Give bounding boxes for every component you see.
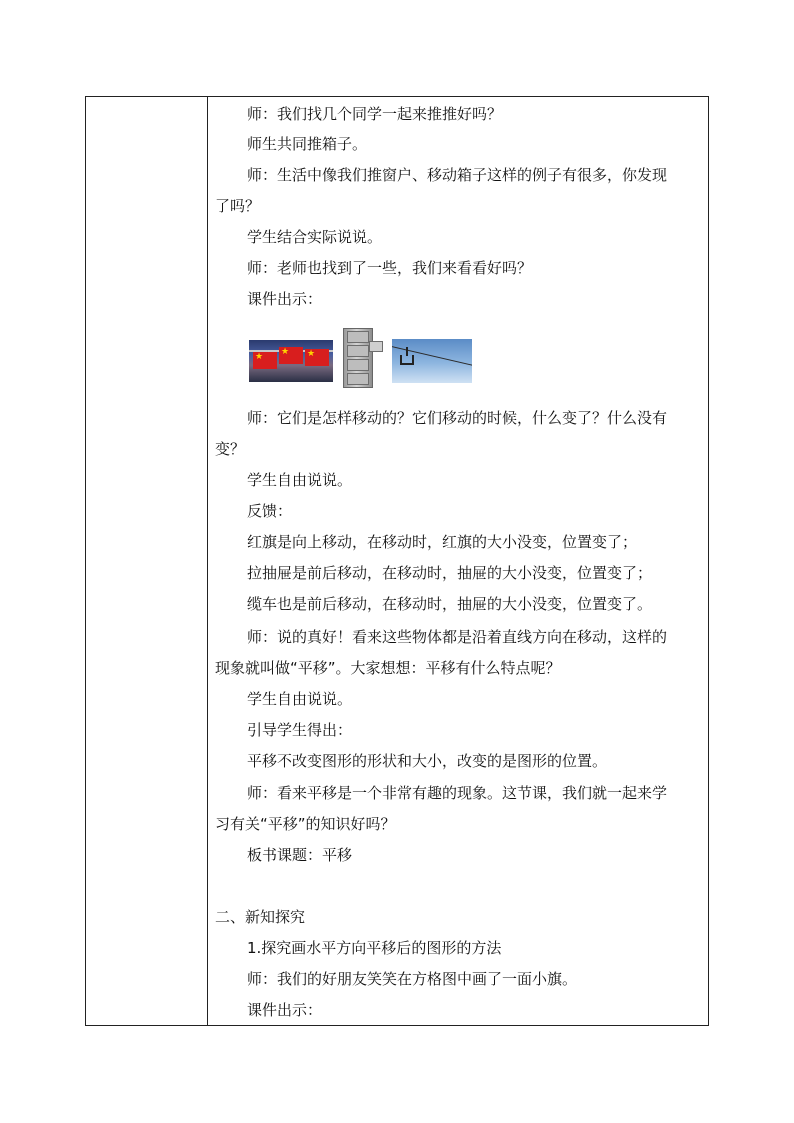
text-line: 师生共同推箱子。: [247, 135, 368, 153]
chairlift-icon: [400, 355, 414, 365]
text-line: 学生自由说说。: [247, 471, 353, 489]
text-line: 学生自由说说。: [247, 690, 353, 708]
text-line: 拉抽屉是前后移动，在移动时，抽屉的大小没变，位置变了；: [247, 564, 653, 582]
lesson-table: [85, 96, 709, 1026]
section-heading: 二、新知探究: [215, 908, 306, 926]
text-line: 课件出示：: [247, 1001, 323, 1019]
text-line: 引导学生得出：: [247, 721, 353, 739]
cable-car-photo: [392, 339, 472, 383]
text-line: 师：它们是怎样移动的？它们移动的时候，什么变了？什么没有: [247, 409, 668, 427]
content-cell: [209, 97, 708, 1025]
text-line: 变？: [215, 440, 246, 458]
text-line: 了吗？: [215, 197, 261, 215]
text-line: 现象就叫做“平移”。大家想想：平移有什么特点呢？: [215, 659, 561, 677]
subsection-heading: 1.探究画水平方向平移后的图形的方法: [247, 939, 502, 957]
file-cabinet-photo: [339, 326, 385, 390]
text-line: 师：说的真好！看来这些物体都是沿着直线方向在移动，这样的: [247, 628, 668, 646]
text-line: 习有关“平移”的知识好吗？: [215, 815, 396, 833]
text-line: 师：生活中像我们推窗户、移动箱子这样的例子有很多，你发现: [247, 166, 668, 184]
flags-photo: [249, 340, 333, 382]
flag-icon: ★: [279, 347, 303, 364]
column-divider: [207, 97, 208, 1025]
text-line: 平移不改变图形的形状和大小，改变的是图形的位置。: [247, 752, 608, 770]
text-line: 反馈：: [247, 502, 293, 520]
flag-icon: ★: [305, 349, 329, 366]
text-line: 缆车也是前后移动，在移动时，抽屉的大小没变，位置变了。: [247, 595, 653, 613]
text-line: 师：我们找几个同学一起来推推好吗？: [247, 105, 503, 123]
text-line: 师：看来平移是一个非常有趣的现象。这节课，我们就一起来学: [247, 784, 668, 802]
text-line: 课件出示：: [247, 290, 323, 308]
text-line: 红旗是向上移动，在移动时，红旗的大小没变，位置变了；: [247, 533, 638, 551]
text-line: 板书课题：平移: [247, 846, 353, 864]
text-line: 学生结合实际说说。: [247, 228, 383, 246]
flag-icon: ★: [253, 352, 277, 369]
text-line: 师：我们的好朋友笑笑在方格图中画了一面小旗。: [247, 970, 578, 988]
text-line: 师：老师也找到了一些，我们来看看好吗？: [247, 259, 533, 277]
